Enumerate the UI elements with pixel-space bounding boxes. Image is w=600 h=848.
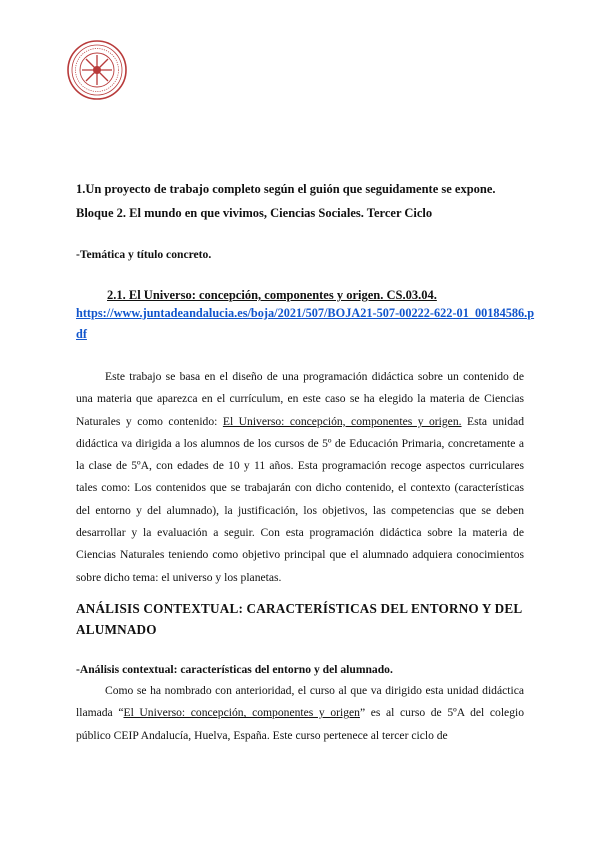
intro-paragraph xyxy=(76,366,524,589)
analysis-heading: ANÁLISIS CONTEXTUAL: CARACTERÍSTICAS DEL ENTORNO Y DEL ALUMNADO xyxy=(76,601,522,637)
analysis-paragraph xyxy=(76,680,524,747)
boja-link-line1[interactable]: https://www.juntadeandalucia.es/boja/2021/507/BOJA21-507-00222-622-01_00184586.p xyxy=(76,306,535,320)
topic-subheading: -Temática y título concreto. xyxy=(76,248,212,261)
analysis-paragraph-text-2: ” es al curso de 5ºA del colegio público CEIP Andalucía, Huelva, España. Este curso pertenece al tercer ciclo de xyxy=(76,706,525,742)
analysis-paragraph-text-1: Como se ha nombrado con anterioridad, el curso al que va dirigido esta unidad didáctica llamada “ xyxy=(76,684,524,720)
university-seal-icon xyxy=(66,39,128,101)
unit-title: 2.1. El Universo: concepción, componentes y origen. CS.03.04. xyxy=(107,288,437,302)
intro-paragraph-underlined-title: El Universo: concepción, componentes y origen. xyxy=(222,414,462,428)
boja-link[interactable] xyxy=(76,303,546,345)
analysis-paragraph-underlined-title: El Universo: concepción, componentes y origen xyxy=(123,706,360,720)
analysis-subheading: -Análisis contextual: características del entorno y del alumnado. xyxy=(76,663,393,676)
block-title: Bloque 2. El mundo en que vivimos, Ciencias Sociales. Tercer Ciclo xyxy=(76,206,433,220)
boja-link-line2[interactable]: df xyxy=(76,327,87,341)
intro-paragraph-text-1: Este trabajo se basa en el diseño de una programación didáctica sobre un contenido de una materia que aparezca en el currículum, en este caso se ha elegido la materia de Ciencias Naturales y como contenido: xyxy=(76,370,524,428)
project-title: 1.Un proyecto de trabajo completo según el guión que seguidamente se expone. xyxy=(76,182,496,196)
intro-paragraph-text-2: Esta unidad didáctica va dirigida a los alumnos de los cursos de 5º de Educación Primaria, concretamente a la clase de 5ºA, con edades de 10 y 11 años. Esta programación recoge aspectos curriculares tales como: Los contenidos que se trabajarán con dicho contenido, el contexto (características del entorno y del alumnado), la justificación, los objetivos, las competencias que se deben desarrollar y la evaluación a seguir. Con esta programación didáctica sobre la materia de Ciencias Naturales teniendo como objetivo principal que el alumnado adquiera conocimientos sobre dicho tema: el universo y los planetas. xyxy=(76,414,525,584)
